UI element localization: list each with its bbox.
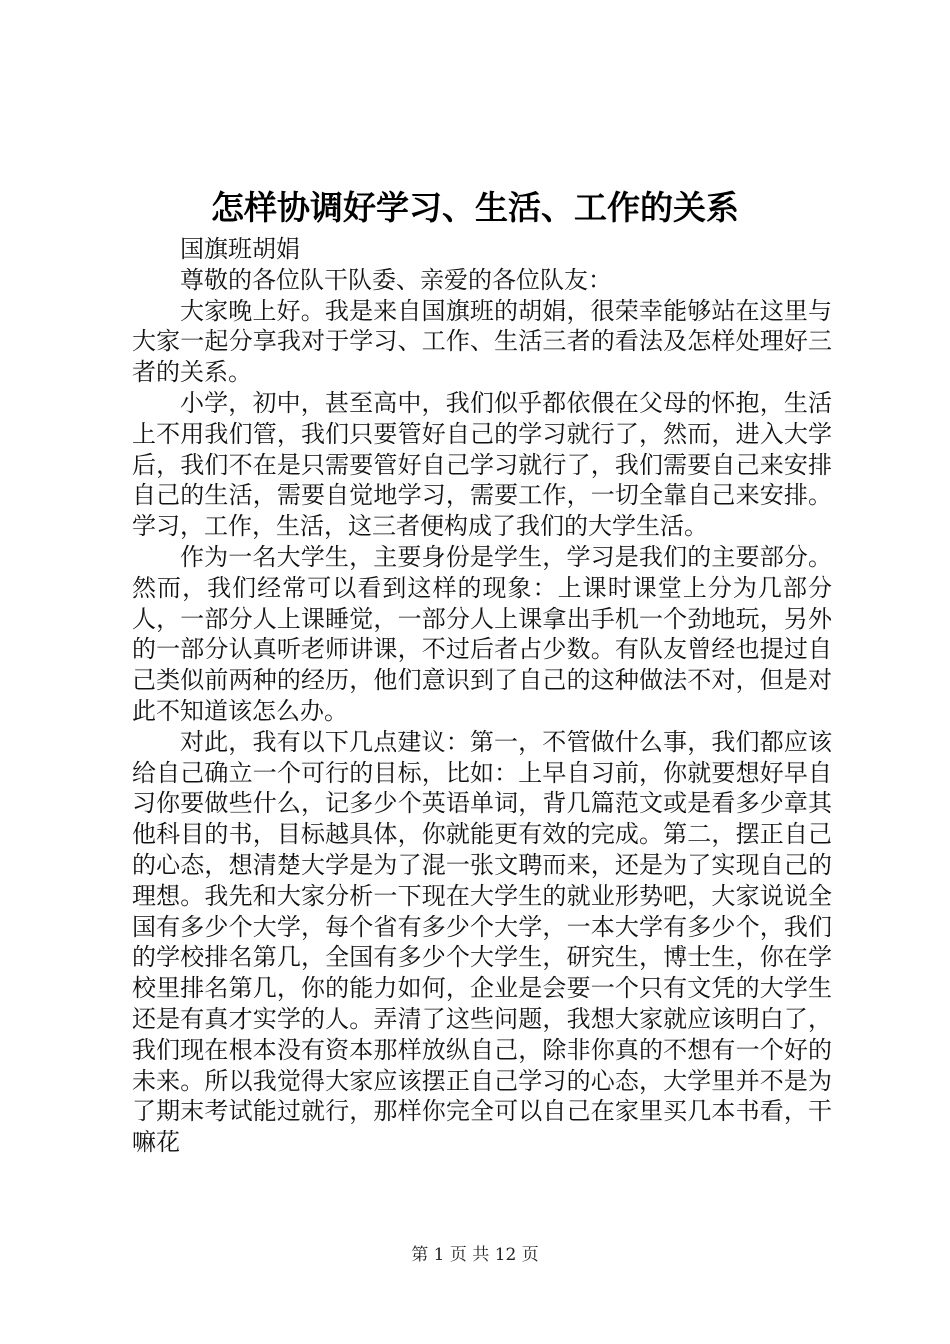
paragraph: 小学，初中，甚至高中，我们似乎都依偎在父母的怀抱，生活上不用我们管，我们只要管好自己的学习就行了，然而，进入大学后，我们不在是只需要管好自己学习就行了，我们需要自己来安排自己的生活，需要自觉地学习，需要工作，一切全靠自己来安排。学习，工作，生活，这三者便构成了我们的大学生活。 — [132, 388, 832, 541]
document-body — [132, 234, 832, 1158]
paragraph: 对此，我有以下几点建议：第一，不管做什么事，我们都应该给自己确立一个可行的目标，比如：上早自习前，你就要想好早自习你要做些什么，记多少个英语单词，背几篇范文或是看多少章其他科目的书，目标越具体，你就能更有效的完成。第二，摆正自己的心态，想清楚大学是为了混一张文聘而来，还是为了实现自己的理想。我先和大家分析一下现在大学生的就业形势吧，大家说说全国有多少个大学，每个省有多少个大学，一本大学有多少个，我们的学校排名第几，全国有多少个大学生，研究生，博士生，你在学校里排名第几，你的能力如何，企业是会要一个只有文凭的大学生还是有真才实学的人。弄清了这些问题，我想大家就应该明白了，我们现在根本没有资本那样放纵自己，除非你真的不想有一个好的未来。所以我觉得大家应该摆正自己学习的心态，大学里并不是为了期末考试能过就行，那样你完全可以自己在家里买几本书看，干嘛花 — [132, 727, 832, 1157]
page-number: 第 1 页 共 12 页 — [411, 1245, 539, 1265]
author-line: 国旗班胡娟 — [180, 235, 300, 263]
paragraph: 作为一名大学生，主要身份是学生，学习是我们的主要部分。然而，我们经常可以看到这样的现象：上课时课堂上分为几部分人，一部分人上课睡觉，一部分人上课拿出手机一个劲地玩，另外的一部分认真听老师讲课，不过后者占少数。有队友曾经也提过自己类似前两种的经历，他们意识到了自己的这种做法不对，但是对此不知道该怎么办。 — [132, 542, 832, 725]
salutation-line: 尊敬的各位队干队委、亲爱的各位队友： — [180, 265, 612, 294]
document-title: 怎样协调好学习、生活、工作的关系 — [211, 188, 739, 227]
paragraph: 大家晚上好。我是来自国旗班的胡娟，很荣幸能够站在这里与大家一起分享我对于学习、工作、生活三者的看法及怎样处理好三者的关系。 — [132, 296, 832, 387]
